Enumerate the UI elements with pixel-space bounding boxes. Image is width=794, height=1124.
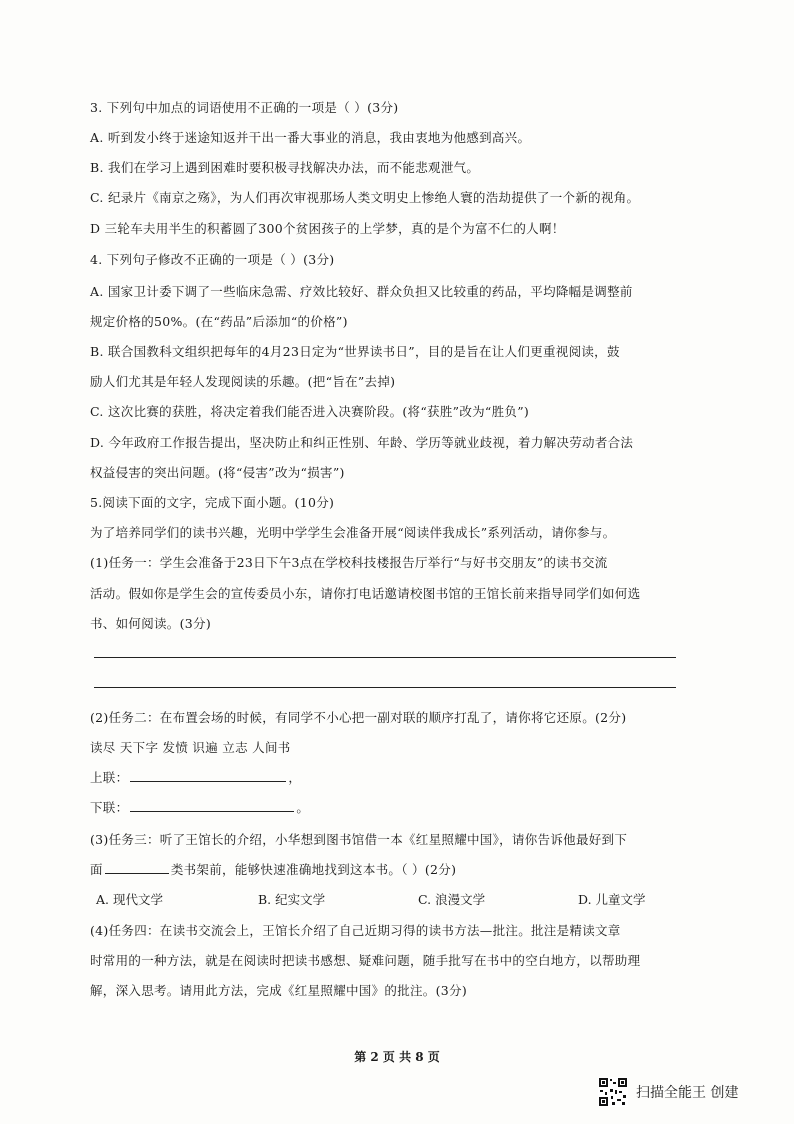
answer-line-2[interactable] (94, 687, 676, 688)
q5-task1-line2: 活动。假如你是学生会的宣传委员小东，请你打电话邀请校图书馆的王馆长前来指导同学们如何选 (90, 586, 641, 601)
q3-option-d: D 三轮车夫用半生的积蓄圆了300个贫困孩子的上学梦，真的是个为富不仁的人啊！ (90, 221, 565, 236)
upper-couplet-label: 上联： (90, 770, 129, 785)
choice-c: C. 浪漫文学 (418, 892, 486, 907)
upper-couplet-blank[interactable] (130, 769, 286, 782)
q4-option-b-line2: 励人们尤其是年轻人发现阅读的乐趣。(把“旨在”去掉) (90, 374, 396, 389)
task3-post: 类书架前，能够快速准确地找到这本书。（ ）(2分) (170, 862, 457, 877)
q4-stem: 4. 下列句子修改不正确的一项是（ ）(3分) (90, 252, 335, 267)
q3-option-a: A. 听到发小终于迷途知返并干出一番大事业的消息，我由衷地为他感到高兴。 (90, 130, 531, 145)
q5-intro: 为了培养同学们的读书兴趣，光明中学学生会准备开展“阅读伴我成长”系列活动，请你参与。 (90, 525, 616, 540)
q4-option-d-line1: D. 今年政府工作报告提出，坚决防止和纠正性别、年龄、学历等就业歧视，着力解决劳动者合法 (90, 435, 634, 450)
q5-task4-line1: (4)任务四：在读书交流会上，王馆长介绍了自己近期习得的读书方法—批注。批注是精读文章 (90, 923, 621, 938)
q3-option-c: C. 纪录片《南京之殇》，为人们再次审视那场人类文明史上惨绝人寰的浩劫提供了一个新的视角。 (90, 190, 640, 205)
page-number: 第 2 页 共 8 页 (354, 1050, 440, 1064)
answer-line-1[interactable] (94, 657, 676, 658)
couplet-words: 读尽 天下字 发愤 识遍 立志 人间书 (90, 740, 291, 755)
qr-code-icon (598, 1077, 628, 1107)
q4-option-d-line2: 权益侵害的突出问题。(将“侵害”改为“损害”) (90, 465, 345, 480)
q5-stem: 5.阅读下面的文字，完成下面小题。(10分) (90, 495, 335, 510)
lower-couplet-row (90, 798, 309, 816)
choice-b: B. 纪实文学 (258, 892, 326, 907)
q5-task1-line3: 书、如何阅读。(3分) (90, 616, 212, 631)
scanner-watermark (598, 1077, 738, 1107)
upper-couplet-end: ， (288, 770, 302, 785)
choice-d: D. 儿童文学 (578, 892, 646, 907)
q5-task1-line1: (1)任务一：学生会准备于23日下午3点在学校科技楼报告厅举行“与好书交朋友”的读书交流 (90, 555, 608, 570)
q5-task2: (2)任务二：在布置会场的时候，有同学不小心把一副对联的顺序打乱了，请你将它还原。(2分) (90, 710, 627, 725)
lower-couplet-label: 下联： (90, 800, 129, 815)
q3-option-b: B. 我们在学习上遇到困难时要积极寻找解决办法，而不能悲观泄气。 (90, 160, 480, 175)
q4-option-c: C. 这次比赛的获胜，将决定着我们能否进入决赛阶段。(将“获胜”改为“胜负”) (90, 404, 530, 419)
q4-option-a-line2: 规定价格的50%。(在“药品”后添加“的价格”) (90, 314, 348, 329)
lower-couplet-blank[interactable] (130, 799, 294, 812)
upper-couplet-row (90, 768, 301, 786)
task3-blank[interactable] (105, 861, 169, 874)
scanner-label: 扫描全能王 创建 (636, 1085, 739, 1101)
q5-task4-line3: 解，深入思考。请用此方法，完成《红星照耀中国》的批注。(3分) (90, 983, 468, 998)
q5-task3-line1: (3)任务三：听了王馆长的介绍，小华想到图书馆借一本《红星照耀中国》，请你告诉他最好到下 (90, 832, 628, 847)
lower-couplet-end: 。 (296, 800, 310, 815)
q5-task3-line2 (90, 860, 456, 878)
q5-task4-line2: 时常用的一种方法，就是在阅读时把读书感想、疑难问题，随手批写在书中的空白地方，以帮助理 (90, 953, 641, 968)
choice-a: A. 现代文学 (96, 892, 163, 907)
q4-option-b-line1: B. 联合国教科文组织把每年的4月23日定为“世界读书日”，目的是旨在让人们更重视阅读，鼓 (90, 344, 620, 359)
task3-pre: 面 (90, 862, 103, 877)
q4-option-a-line1: A. 国家卫计委下调了一些临床急需、疗效比较好、群众负担又比较重的药品，平均降幅是调整前 (90, 284, 633, 299)
q3-stem: 3. 下列句中加点的词语使用不正确的一项是（ ）(3分) (90, 100, 399, 115)
